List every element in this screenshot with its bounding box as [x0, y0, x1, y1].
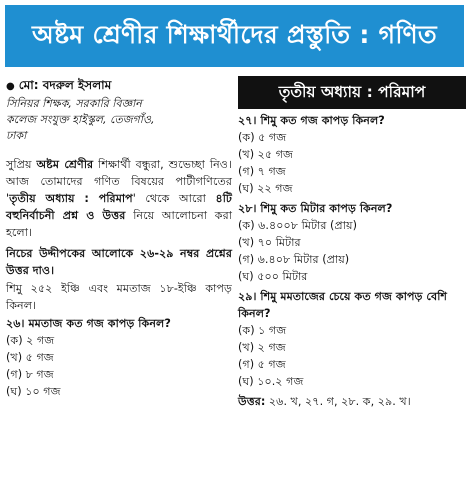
intro-text: ' থেকে আরো: [132, 192, 216, 205]
option-kha: (খ) ৭০ মিটার: [238, 236, 301, 249]
question-29: [238, 288, 466, 390]
chapter-header: [238, 76, 466, 109]
option-gha: (ঘ) ১০.২ গজ: [238, 375, 304, 388]
intro-emphasis: তৃতীয় অধ্যায় : পরিমাপ: [9, 192, 133, 205]
intro-text: শিক্ষার্থী বন্ধুরা, শুভেচ্ছা নিও। আজ তোমাদের গণিত বিষয়ের পাটীগণিতের ': [6, 158, 232, 205]
answer-label: উত্তর:: [238, 395, 266, 408]
affiliation-line: কলেজ সংযুক্ত হাইস্কুল, তেজগাঁও,: [6, 113, 155, 126]
option-gha: (ঘ) ২২ গজ: [238, 182, 293, 195]
chapter-title: তৃতীয় অধ্যায় : পরিমাপ: [278, 83, 426, 101]
left-column: [6, 76, 232, 400]
question-text: ২৭। শিমু কত গজ কাপড় কিনল?: [238, 114, 385, 127]
option-ga: (গ) ৮ গজ: [6, 368, 54, 381]
stimulus-passage: শিমু ২৫২ ইঞ্চি এবং মমতাজ ১৮-ইঞ্চি কাপড় কিনল।: [6, 282, 232, 312]
affiliation-line: সিনিয়র শিক্ষক, সরকারি বিজ্ঞান: [6, 97, 142, 110]
option-gha: (ঘ) ১০ গজ: [6, 385, 61, 398]
intro-paragraph: [6, 156, 232, 241]
right-column: [238, 76, 466, 410]
option-gha: (ঘ) ৫০০ মিটার: [238, 270, 308, 283]
option-kha: (খ) ৫ গজ: [6, 351, 54, 364]
question-text: ২৮। শিমু কত মিটার কাপড় কিনল?: [238, 202, 393, 215]
option-ka: (ক) ৬.৪০০৮ মিটার (প্রায়): [238, 219, 357, 232]
option-ka: (ক) ৫ গজ: [238, 131, 287, 144]
intro-text: নিয়ে আলোচনা করা হলো।: [6, 209, 232, 239]
question-28: [238, 200, 466, 285]
option-ga: (গ) ৫ গজ: [238, 358, 286, 371]
bullet-icon: ●: [6, 81, 15, 92]
author-byline: [6, 76, 232, 96]
question-26: [6, 315, 232, 400]
option-ka: (ক) ১ গজ: [238, 324, 287, 337]
intro-emphasis: অষ্টম শ্রেণীর: [36, 158, 94, 171]
author-affiliation: [6, 96, 232, 144]
option-kha: (খ) ২৫ গজ: [238, 148, 294, 161]
banner-title: অষ্টম শ্রেণীর শিক্ষার্থীদের প্রস্তুতি : গণিত: [32, 19, 437, 49]
stimulus-instruction: নিচের উদ্দীপকের আলোকে ২৬-২৯ নম্বর প্রশ্নের উত্তর দাও।: [6, 247, 232, 277]
intro-text: সুপ্রিয়: [6, 158, 37, 171]
page-banner: [5, 5, 464, 67]
option-ga: (গ) ৭ গজ: [238, 165, 286, 178]
intro-emphasis: ৪টি বহুনির্বাচনী প্রশ্ন ও উত্তর: [6, 192, 232, 222]
question-text: ২৬। মমতাজ কত গজ কাপড় কিনল?: [6, 317, 171, 330]
question-27: [238, 112, 466, 197]
option-kha: (খ) ২ গজ: [238, 341, 286, 354]
affiliation-line: ঢাকা: [6, 129, 27, 142]
answer-key: [238, 393, 466, 410]
question-text: ২৯। শিমু মমতাজের চেয়ে কত গজ কাপড় বেশি কিনল?: [238, 290, 448, 320]
answer-text: ২৬. খ, ২৭. গ, ২৮. ক, ২৯. খ।: [265, 395, 411, 408]
option-ka: (ক) ২ গজ: [6, 334, 55, 347]
author-name: মো: বদরুল ইসলাম: [18, 78, 112, 92]
option-ga: (গ) ৬.৪০৮ মিটার (প্রায়): [238, 253, 350, 266]
